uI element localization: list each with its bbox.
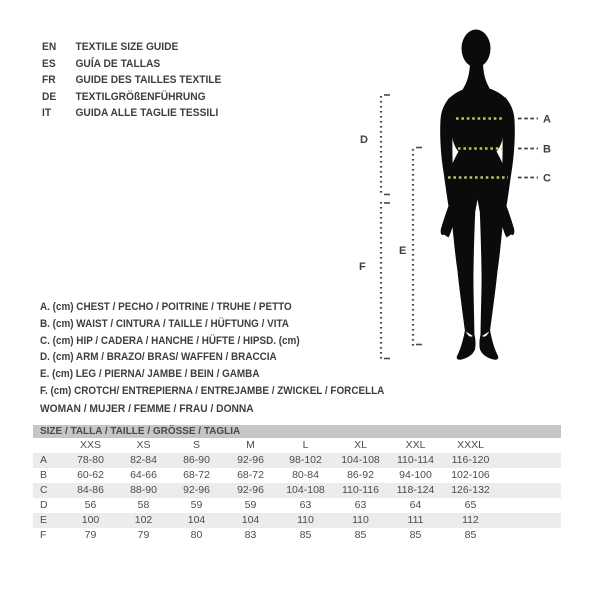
cell: 58 (137, 499, 150, 511)
cell: 80-84 (292, 469, 319, 481)
guide-title: GUÍA DE TALLAS (75, 57, 161, 70)
cell: 82-84 (130, 454, 157, 466)
legend-item: A. (cm) CHEST / PECHO / POITRINE / TRUHE / PETTO (40, 301, 292, 313)
cell: 85 (354, 529, 367, 541)
column-header: XXL (405, 439, 426, 451)
cell: 65 (464, 499, 477, 511)
row-label: C (40, 484, 48, 496)
cell: 86-92 (347, 469, 374, 481)
vertical-measure-lines (381, 95, 422, 360)
cell: 88-90 (130, 484, 157, 496)
language-code: DE (42, 90, 57, 103)
column-header: M (246, 439, 255, 451)
cell: 118-124 (396, 484, 435, 496)
cell: 63 (354, 499, 367, 511)
table-row (33, 528, 561, 543)
cell: 60-62 (77, 469, 104, 481)
callout-dash-lines (518, 119, 538, 178)
cell: 111 (407, 514, 424, 526)
cell: 85 (409, 529, 422, 541)
cell: 104 (187, 514, 206, 526)
cell: 68-72 (183, 469, 210, 481)
table-row (33, 453, 561, 468)
cell: 92-96 (183, 484, 210, 496)
column-header: XXXL (457, 439, 484, 451)
cell: 126-132 (451, 484, 490, 496)
woman-silhouette-graphic (440, 30, 515, 360)
cell: 63 (299, 499, 312, 511)
cell: 110-116 (342, 484, 379, 496)
column-header: XXS (79, 439, 101, 451)
language-code: FR (42, 74, 56, 87)
table-column-header-row (33, 438, 561, 453)
language-code: EN (42, 41, 57, 53)
label-arm: D (360, 134, 368, 146)
cell: 79 (137, 529, 150, 541)
cell: 92-96 (237, 454, 264, 466)
label-waist: B (543, 143, 551, 156)
cell: 104-108 (286, 484, 325, 496)
table-row (33, 468, 561, 483)
cell: 110 (352, 514, 369, 526)
row-label: B (40, 469, 48, 481)
cell: 98-102 (289, 454, 322, 466)
measurement-legend (40, 299, 384, 400)
cell: 83 (244, 529, 257, 541)
label-chest: A (543, 113, 551, 126)
cell: 56 (84, 499, 97, 511)
cell: 59 (190, 499, 203, 511)
gender-line: WOMAN / MUJER / FEMME / FRAU / DONNA (40, 403, 254, 415)
legend-item: D. (cm) ARM / BRAZO/ BRAS/ WAFFEN / BRACCIA (40, 351, 277, 364)
size-table-header-bar (33, 425, 561, 438)
cell: 85 (464, 529, 477, 541)
cell: 102 (134, 514, 153, 526)
label-hip: C (543, 172, 551, 185)
corner-cell (33, 438, 64, 453)
cell: 64 (409, 499, 422, 511)
size-table-title: SIZE / TALLA / TAILLE / GRÖSSE / TAGLIA (40, 425, 241, 437)
legend-item: B. (cm) WAIST / CINTURA / TAILLE / HÜFTUNG / VITA (40, 317, 289, 330)
guide-title: GUIDE DES TAILLES TEXTILE (75, 74, 222, 87)
language-code: ES (42, 57, 56, 70)
cell: 68-72 (237, 469, 264, 481)
column-header: XS (136, 439, 151, 451)
legend-item: F. (cm) CROTCH/ ENTREPIERNA / ENTREJAMBE / ZWICKEL / FORCELLA (40, 384, 385, 397)
guide-title: GUIDA ALLE TAGLIE TESSILI (75, 107, 219, 120)
guide-title: TEXTILGRÖßENFÜHRUNG (75, 90, 206, 103)
table-row (33, 483, 561, 498)
cell: 102-106 (451, 469, 490, 481)
cell: 64-66 (130, 469, 157, 481)
language-code: IT (42, 107, 52, 120)
cell: 104-108 (341, 454, 380, 466)
cell: 110-114 (397, 454, 434, 466)
cell: 59 (244, 499, 257, 511)
cell: 92-96 (237, 484, 264, 496)
cell: 110 (297, 514, 314, 526)
label-leg: E (399, 245, 407, 257)
legend-item: E. (cm) LEG / PIERNA/ JAMBE / BEIN / GAMBA (40, 368, 260, 380)
guide-title: TEXTILE SIZE GUIDE (75, 41, 179, 53)
column-header: XL (354, 439, 367, 451)
cell: 86-90 (183, 454, 210, 466)
cell: 84-86 (77, 484, 104, 496)
legend-item: C. (cm) HIP / CADERA / HANCHE / HÜFTE / HIPSD. (cm) (40, 334, 300, 347)
cell: 116-120 (451, 454, 490, 466)
cell: 80 (190, 529, 203, 541)
label-crotch: F (359, 261, 366, 273)
column-header: S (192, 439, 200, 451)
row-label: F (40, 529, 47, 541)
row-label: D (40, 499, 48, 511)
row-label: E (40, 514, 48, 526)
cell: 100 (81, 514, 100, 526)
table-row (33, 513, 561, 528)
cell: 104 (241, 514, 260, 526)
size-table (33, 425, 561, 543)
table-row (33, 498, 561, 513)
cell: 94-100 (399, 469, 432, 481)
cell: 85 (299, 529, 312, 541)
column-header: L (302, 439, 309, 451)
row-label: A (40, 454, 48, 466)
cell: 79 (84, 529, 97, 541)
cell: 78-80 (77, 454, 104, 466)
cell: 112 (462, 514, 479, 526)
